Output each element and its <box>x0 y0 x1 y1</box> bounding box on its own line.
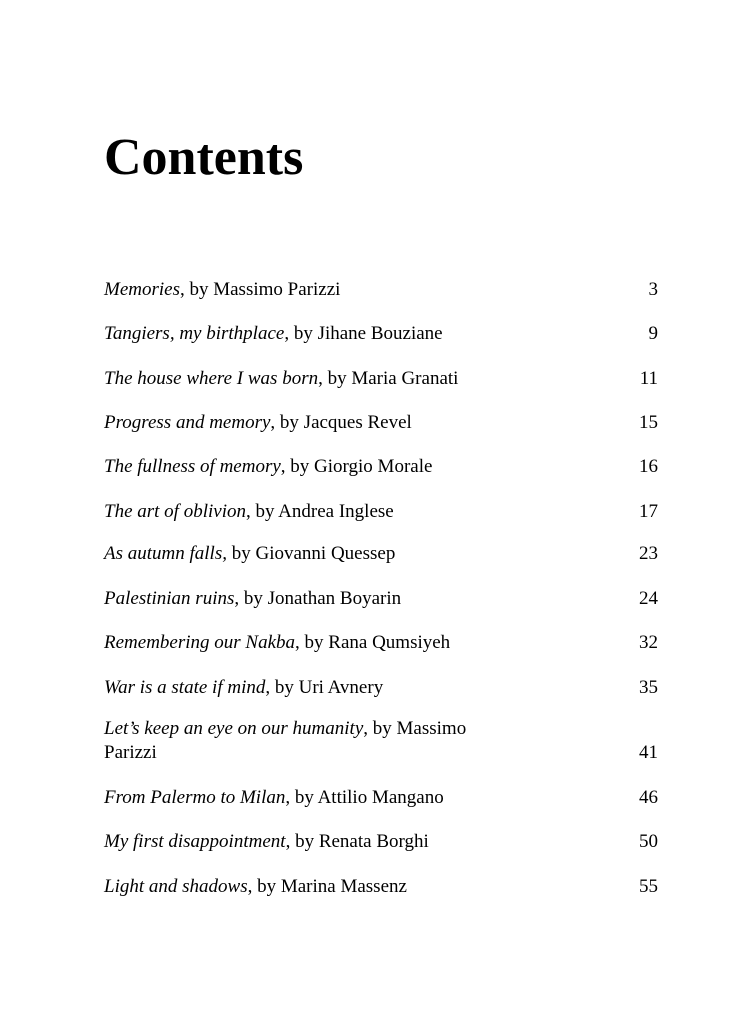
entry-text <box>104 367 504 391</box>
entry-author: , by Uri Avnery <box>265 677 384 698</box>
entry-author: , by Massimo Parizzi <box>179 279 341 300</box>
toc-entry <box>104 455 658 479</box>
entry-text <box>104 278 504 302</box>
entry-title: Let’s keep an eye on our humanity <box>104 718 364 739</box>
entry-text <box>104 875 504 899</box>
entry-title: Palestinian ruins <box>104 588 235 609</box>
entry-author: , by Jihane Bouziane <box>284 323 443 344</box>
entry-author: , by Maria Granati <box>318 368 459 389</box>
entry-page-number: 32 <box>639 632 658 653</box>
entry-page-number: 16 <box>639 456 658 477</box>
toc-entry <box>104 587 658 611</box>
entry-text <box>104 786 504 810</box>
entry-text <box>104 631 504 655</box>
entry-page-number: 15 <box>639 412 658 433</box>
entry-page-number: 41 <box>639 742 658 763</box>
entry-page-number: 55 <box>639 876 658 897</box>
entry-title: Light and shadows <box>104 876 248 897</box>
entry-text <box>104 500 504 524</box>
toc-entry <box>104 411 658 435</box>
entry-text <box>104 587 504 611</box>
entry-page-number: 46 <box>639 787 658 808</box>
entry-title: The fullness of memory <box>104 456 281 477</box>
toc-entry <box>104 322 658 346</box>
entry-author: by Giovanni Quessep <box>226 543 396 564</box>
entry-title: War is a state if mind <box>104 677 266 698</box>
entry-title: Remembering our Nakba <box>104 632 296 653</box>
entry-author: , by Massimo Parizzi <box>104 718 467 763</box>
entry-title: Tangiers, my birthplace <box>104 323 285 344</box>
entry-text <box>104 322 504 346</box>
entry-page-number: 9 <box>648 323 658 344</box>
entry-author: , by Marina Massenz <box>247 876 407 897</box>
toc-entry <box>104 717 658 765</box>
entry-title: My first disappointment <box>104 831 286 852</box>
entry-title: The house where I was born <box>104 368 319 389</box>
entry-title: From Palermo to Milan <box>104 787 286 808</box>
entry-author: , by Renata Borghi <box>285 831 429 852</box>
entry-text <box>104 676 504 700</box>
entry-author: , by Giorgio Morale <box>280 456 433 477</box>
entry-page-number: 11 <box>639 368 658 389</box>
entry-text <box>104 830 504 854</box>
entry-author: , by Jacques Revel <box>270 412 412 433</box>
toc-entry <box>104 875 658 899</box>
entry-page-number: 3 <box>648 279 658 300</box>
toc-entry <box>104 500 658 524</box>
entry-text <box>104 411 504 435</box>
entry-page-number: 35 <box>639 677 658 698</box>
toc-entry <box>104 786 658 810</box>
entry-text <box>104 542 504 566</box>
entry-text <box>104 455 504 479</box>
toc-entry <box>104 631 658 655</box>
toc-entry <box>104 830 658 854</box>
toc-entry <box>104 278 658 302</box>
entry-author: , by Jonathan Boyarin <box>234 588 402 609</box>
page-title: Contents <box>104 129 304 186</box>
entry-page-number: 17 <box>639 501 658 522</box>
entry-text <box>104 717 504 765</box>
table-of-contents <box>104 0 658 1024</box>
entry-author: , by Attilio Mangano <box>285 787 444 808</box>
entry-title: As autumn falls, <box>104 543 227 564</box>
entry-author: , by Rana Qumsiyeh <box>295 632 451 653</box>
entry-title: The art of oblivion <box>104 501 246 522</box>
toc-entry <box>104 676 658 700</box>
entry-title: Progress and memory <box>104 412 271 433</box>
entry-page-number: 24 <box>639 588 658 609</box>
entry-title: Memories <box>104 279 180 300</box>
entry-author: , by Andrea Inglese <box>245 501 394 522</box>
entry-page-number: 23 <box>639 543 658 564</box>
entry-page-number: 50 <box>639 831 658 852</box>
toc-entry <box>104 367 658 391</box>
toc-entry <box>104 542 658 566</box>
